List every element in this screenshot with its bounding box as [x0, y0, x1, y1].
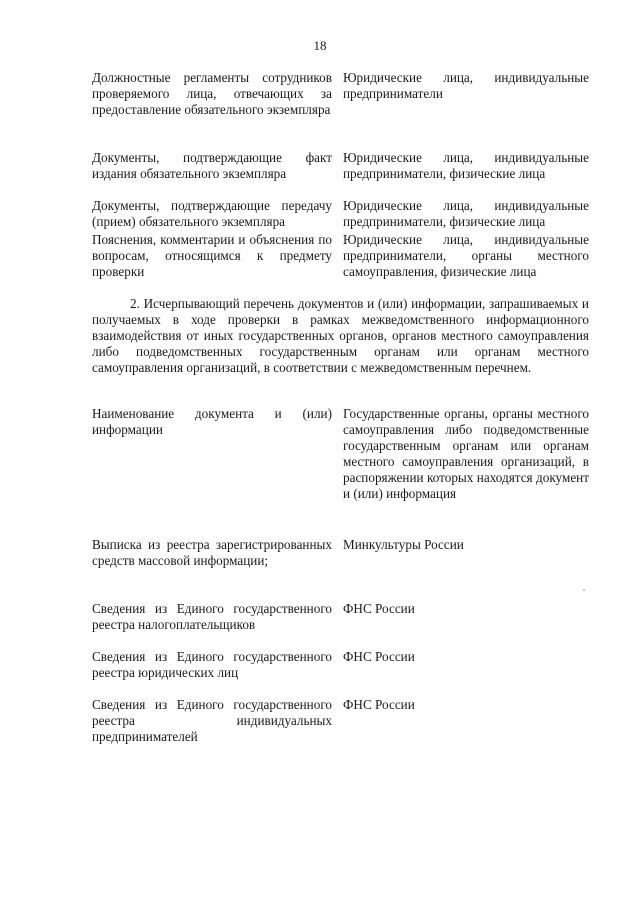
document-name: Сведения из Единого государственного реестра налогоплательщиков [92, 601, 332, 632]
subject-type: Юридические лица, индивидуальные предприниматели [343, 70, 589, 101]
document-name: Выписка из реестра зарегистрированных средств массовой информации; [92, 537, 332, 568]
section-paragraph: 2. Исчерпывающий перечень документов и (или) информации, запрашиваемых и получаемых в ходе проверки в рамках межведомственного информационного взаимодействия от иных государственных органов, органов местного самоуправления либо подведомственных государственным органам или органам местного самоуправления организаций, в соответствии с межведомственным перечнем. [92, 296, 589, 375]
authority-name: ФНС России [343, 649, 415, 664]
column-header-document: Наименование документа и (или) информации [92, 406, 332, 437]
document-name: Должностные регламенты сотрудников проверяемого лица, отвечающих за предоставление обязательного экземпляра [92, 70, 332, 117]
subject-type: Юридические лица, индивидуальные предприниматели, физические лица [343, 150, 589, 181]
scan-speck [583, 589, 585, 591]
authority-name: Минкультуры России [343, 537, 464, 552]
page-number: 18 [313, 38, 327, 53]
subject-type: Юридические лица, индивидуальные предприниматели, органы местного самоуправления, физические лица [343, 232, 589, 279]
document-name: Пояснения, комментарии и объяснения по вопросам, относящимся к предмету проверки [92, 232, 332, 279]
column-header-authority: Государственные органы, органы местного самоуправления либо подведомственные государственным органам или органам местного самоуправления организаций, в распоряжении которых находятся документ и (или) информация [343, 406, 589, 501]
document-name: Сведения из Единого государственного реестра юридических лиц [92, 649, 332, 680]
document-name: Сведения из Единого государственного реестра индивидуальных предпринимателей [92, 697, 332, 744]
document-name: Документы, подтверждающие факт издания обязательного экземпляра [92, 150, 332, 181]
authority-name: ФНС России [343, 601, 415, 616]
document-name: Документы, подтверждающие передачу (прием) обязательного экземпляра [92, 198, 332, 229]
authority-name: ФНС России [343, 697, 415, 712]
subject-type: Юридические лица, индивидуальные предприниматели, физические лица [343, 198, 589, 229]
